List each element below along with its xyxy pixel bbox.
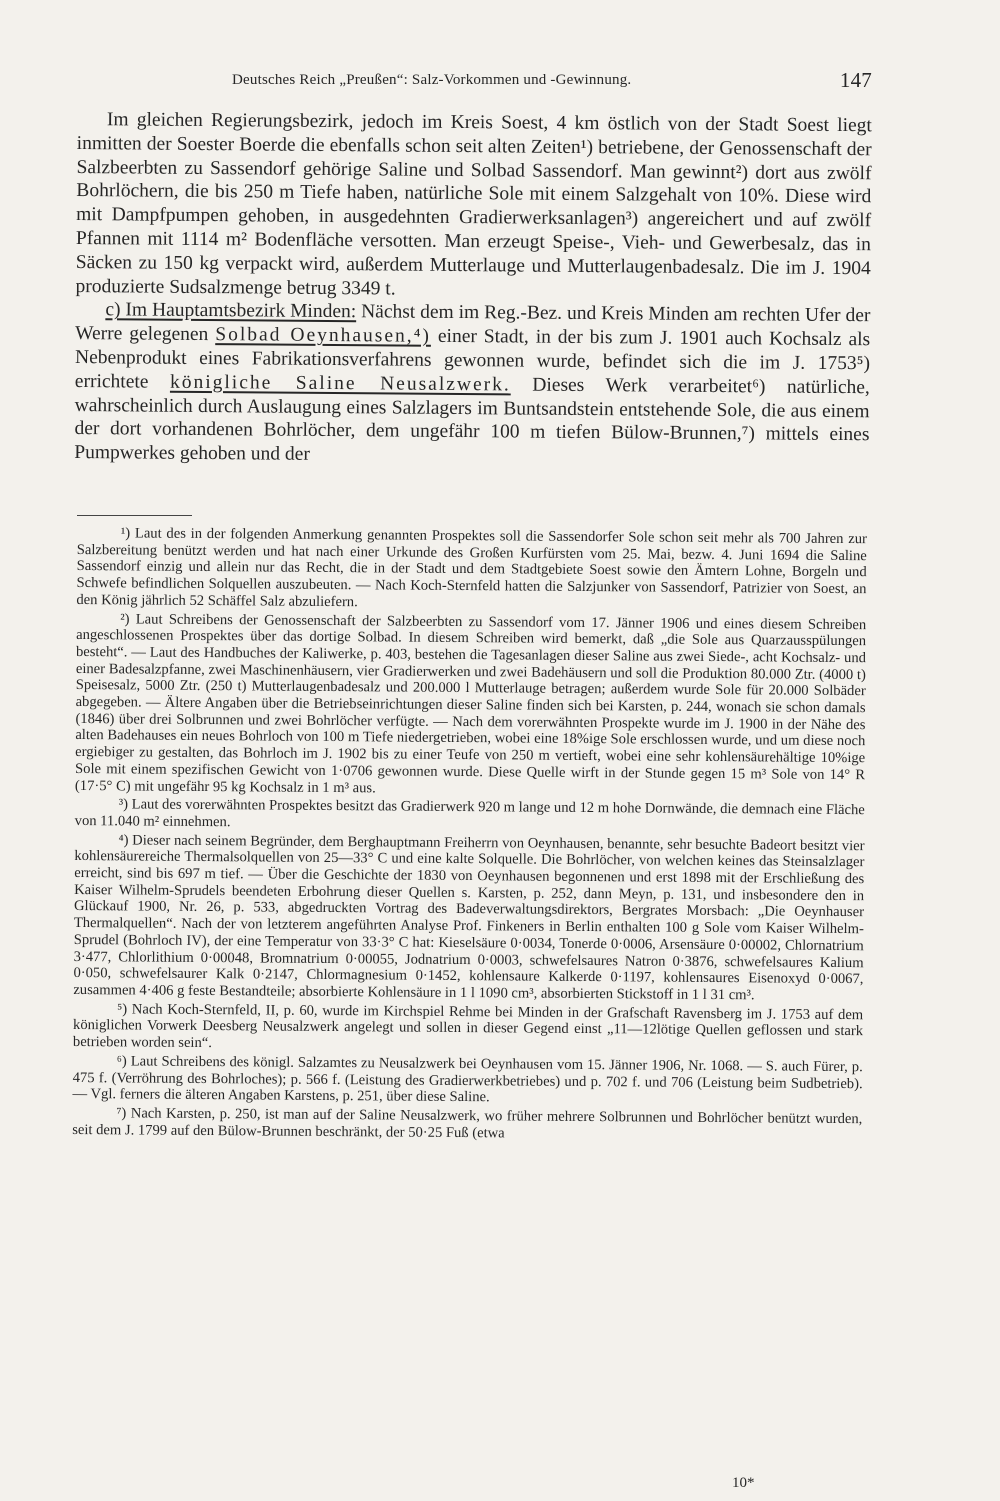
footnote-divider [77, 515, 192, 516]
footnote-6: ⁶) Laut Schreibens des königl. Salzamtes zu Neusalzwerk bei Oeynhausen vom 15. Jänner 1906, Nr. 1068. — S. auch Fürer, p. 475 f. (Verröhrung des Bohrloches); p. 566 f. (Leistung des Gradierwerkbetriebes) und p. 702 f. und 706 (Leistung beim Sudbetrieb). — Vgl. ferners die älteren Angaben Karstens, p. 251, über diese Saline. [72, 1053, 863, 1106]
main-text [74, 108, 872, 471]
paragraph-sassendorf: Im gleichen Regierungsbezirk, jedoch im Kreis Soest, 4 km östlich von der Stadt Soest liegt inmitten der Soester Boerde die ebenfalls schon seit alten Zeiten¹) betriebene, der Genossenschaft der Salzbeerbten zu Sassendorf gehörige Saline und Solbad Sassendorf. Man gewinnt²) dort aus zwölf Bohrlöchern, die bis 250 m Tiefe haben, natürliche Sole mit einem Salzgehalt von 10%. Diese wird mit Dampfpumpen gehoben, in ausgedehnten Gradierwerksanlagen³) angereichert und auf zwölf Pfannen mit 1114 m² Bodenfläche versotten. Man erzeugt Speise-, Vieh- und Gewerbesalz, das in Säcken zu 150 kg verpackt wird, außerdem Mutterlauge und Mutterlaugenbadesalz. Die im J. 1904 produzierte Sudsalzmenge betrug 3349 t. [75, 109, 872, 300]
paragraph-minden: c) Im Hauptamtsbezirk Minden: Nächst dem im Reg.-Bez. und Kreis Minden am rechten Ufer der Werre gelegenen Solbad Oeynhausen,⁴) einer Stadt, in der bis zum J. 1901 auch Kochsalz als Nebenprodukt eines Fabrikationsverfahrens gewonnen wurde, befindet sich die im J. 1753⁵) errichtete königliche Saline Neusalzwerk. Dieses Werk verarbeitet⁶) natürliche, wahrscheinlich durch Auslaugung eines Salzlagers im Buntsandstein entstehende Sole, die aus einem der dort vorhandenen Bohrlöcher, dem ungefähr 100 m tiefen Bülow-Brunnen,⁷) mittels eines Pumpwerkes gehoben und der [74, 299, 871, 465]
running-header [232, 68, 872, 92]
footnote-4: ⁴) Dieser nach seinem Begründer, dem Berghauptmann Freiherrn von Oeynhausen, benannte, sehr besuchte Badeort besitzt vier kohlensäurereiche Thermalsolquellen von 25—33° C und eine kalte Solquelle. Die Bohrlöcher, von welchen keines das Steinsalzlager erreicht, sind bis 697 m tief. — Über die Geschichte der 1830 von Oeynhausen begonnenen und erst 1898 mit der Erschließung des Kaiser Wilhelm-Sprudels beendeten Erbohrung dieser Quellen s. Karsten, p. 252, dann Meyn, p. 131, und insbesondere den in Glückauf 1900, Nr. 26, p. 533, abgedruckten Vortrag des Badeverwaltungsdirektors, Bergrates Morsbach: „Die Oeynhauser Thermalquellen“. Nach der von letzterem angeführten Analyse Prof. Finkeners in Berlin enthalten 100 g Sole vom Kaiser Wilhelm-Sprudel (Bohrloch IV), der eine Temperatur von 33·3° C hat: Kieselsäure 0·0034, Tonerde 0·0006, Arsensäure 0·00002, Chlornatrium 3·477, Chlorlithium 0·00048, Bromnatrium 0·00055, Jodnatrium 0·0003, schwefelsaures Natron 0·3876, schwefelsaures Kalium 0·050, schwefelsaurer Kalk 0·2147, Chlormagnesium 0·1452, kohlensaure Kalkerde 0·1197, kohlensaures Eisenoxyd 0·0067, zusammen 4·406 g feste Bestandteile; absorbierte Kohlensäure in 1 l 1090 cm³, absorbierten Stickstoff in 1 l 31 cm³. [73, 831, 865, 1004]
place-oeynhausen: Solbad Oeynhausen,⁴) [215, 324, 432, 347]
page-number: 147 [839, 68, 872, 92]
running-title: Deutsches Reich „Preußen“: Salz-Vorkommen und -Gewinnung. [232, 72, 632, 88]
footnotes [72, 525, 867, 1146]
footnote-5: ⁵) Nach Koch-Sternfeld, II, p. 60, wurde im Kirchspiel Rehme bei Minden in der Grafschaft Ravensberg im J. 1753 auf dem königlichen Vorwerk Deesberg Neusalzwerk angelegt und sollen in dieser Gegend einst „11—12lötige Quellen geflossen und stark betrieben worden sein“. [72, 1001, 864, 1052]
footnote-2: ²) Laut Schreibens der Genossenschaft der Salzbeerbten zu Sassendorf vom 17. Jänner 1906 und eines diesem Schreiben angeschlossenen Prospektes über das dortige Solbad. In diesem Schreiben wird bemerkt, daß „die Sole aus Quarzausspülungen besteht“. — Laut des Handbuches der Kaliwerke, p. 403, bestehen die Tagesanlagen dieser Saline aus zwei Siede-, acht Kochsalz- und einer Badesalzpfanne, zwei Maschinenhäusern, vier Gradierwerken und zwei Badehäusern und soll die Produktion 80.000 Ztr. (4000 t) Speisesalz, 5000 Ztr. (250 t) Mutterlaugenbadesalz und 200.000 l Mutterlauge betragen; außerdem wurde Sole für 20.000 Solbäder abgegeben. — Ältere Angaben über die Betriebseinrichtungen dieser Saline finden sich bei Karsten, p. 244, wonach sie schon damals (1846) über drei Solbrunnen und zwei Bohrlöcher verfügte. — Nach dem vorerwähnten Prospekte wurde im J. 1900 in der Nähe des alten Badehauses ein neues Bohrloch von 100 m Tiefe niedergetrieben, wobei eine 18%ige Sole erschlossen wurde, und um diese noch ergiebiger zu gestalten, das Bohrloch im J. 1902 bis zu einer Teufe von 250 m vertieft, wobei eine sehr kohlensäurehältige 10%ige Sole mit einem spezifischen Gewicht von 1·0706 gewonnen wurde. Diese Quelle wirft in der Stunde gegen 15 m³ Sole von 14° R (17·5° C) mit ungefähr 95 kg Kochsalz in 1 m³ aus. [74, 610, 867, 796]
footnote-3: ³) Laut des vorerwähnten Prospektes besitzt das Gradierwerk 920 m lange und 12 m hohe Dornwände, die demnach eine Fläche von 11.040 m² einnehmen. [74, 796, 865, 831]
footnote-1: ¹) Laut des in der folgenden Anmerkung genannten Prospektes soll die Sassendorfer Sole schon seit mehr als 700 Jahren zur Salzbereitung benützt werden und hat nach einer Urkunde des Großen Kurfürsten vom 25. Mai, bezw. 4. Juni 1694 die Saline Sassendorf einzig und allein nur das Recht, die in der Stadt und dem Stadtgebiete Soest sowie den Ämtern Lohne, Borgeln und Schwefe befindlichen Solquellen auszubeuten. — Nach Koch-Sternfeld hatten die Salzjunker von Sassendorf, Patrizier von Soest, an den König jährlich 52 Schäffel Salz abzuliefern. [76, 525, 867, 611]
footnote-7: ⁷) Nach Karsten, p. 250, ist man auf der Saline Neusalzwerk, wo früher mehrere Solbrunnen und Bohrlöcher benützt wurden, seit dem J. 1799 auf den Bülow-Brunnen beschränkt, der 50·25 Fuß (etwa [72, 1105, 863, 1141]
signature-mark: 10* [732, 1475, 755, 1491]
place-neusalzwerk: königliche Saline Neusalzwerk. [169, 371, 511, 396]
section-heading-minden: c) Im Hauptamtsbezirk Minden: [105, 299, 357, 323]
